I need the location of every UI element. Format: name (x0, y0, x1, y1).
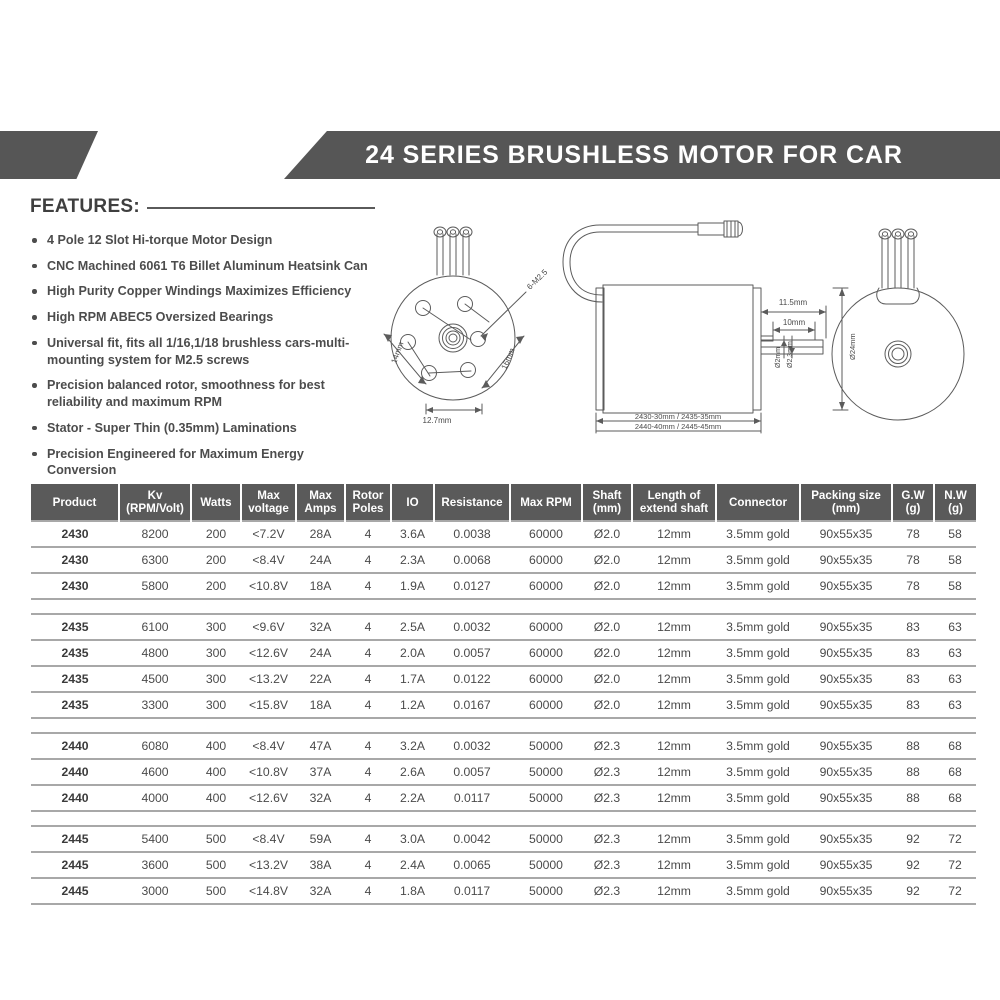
table-header (31, 484, 976, 521)
table-cell: 88 (892, 785, 934, 811)
table-cell: 68 (934, 785, 976, 811)
table-cell: 8200 (119, 521, 191, 547)
table-row (31, 852, 976, 878)
table-row (31, 878, 976, 904)
table-cell: 4 (345, 692, 391, 718)
table-cell: <10.8V (241, 759, 296, 785)
table-row (31, 826, 976, 852)
table-cell: 3.5mm gold (716, 692, 800, 718)
table-cell: 0.0057 (434, 640, 510, 666)
table-cell: 38A (296, 852, 345, 878)
table-row (31, 614, 976, 640)
features-heading-label: FEATURES: (30, 196, 141, 217)
table-cell: 1.7A (391, 666, 434, 692)
table-cell: 90x55x35 (800, 878, 892, 904)
table-cell: 58 (934, 573, 976, 599)
table-cell: 400 (191, 785, 241, 811)
table-cell: 12mm (632, 733, 716, 759)
table-cell: Ø2.0 (582, 614, 632, 640)
product-name-cell: 2430 (31, 547, 119, 573)
front-view-dim-left: 14mm (389, 340, 406, 365)
table-cell: 88 (892, 759, 934, 785)
table-cell: Ø2.3 (582, 759, 632, 785)
table-cell: 3.5mm gold (716, 785, 800, 811)
table-body (31, 521, 976, 904)
table-cell: 12mm (632, 614, 716, 640)
table-cell: 300 (191, 640, 241, 666)
table-cell: 32A (296, 614, 345, 640)
table-cell: <8.4V (241, 733, 296, 759)
table-cell: 90x55x35 (800, 614, 892, 640)
table-cell: 12mm (632, 666, 716, 692)
table-cell: 12mm (632, 826, 716, 852)
table-row (31, 785, 976, 811)
table-cell: 50000 (510, 826, 582, 852)
table-cell: <14.8V (241, 878, 296, 904)
features-heading (30, 196, 375, 218)
table-cell: 4 (345, 785, 391, 811)
column-header: G.W (g) (892, 484, 934, 521)
table-cell: 90x55x35 (800, 547, 892, 573)
table-cell: 0.0117 (434, 785, 510, 811)
side-view-dim-shaft-outer: 11.5mm (778, 298, 808, 307)
table-header-row (31, 484, 976, 521)
table-cell: 12mm (632, 785, 716, 811)
column-header: Rotor Poles (345, 484, 391, 521)
table-cell: 0.0038 (434, 521, 510, 547)
table-cell: 90x55x35 (800, 852, 892, 878)
table-cell: 0.0127 (434, 573, 510, 599)
table-cell: 68 (934, 759, 976, 785)
table-cell: 4 (345, 614, 391, 640)
table-cell: 3.2A (391, 733, 434, 759)
table-cell: 22A (296, 666, 345, 692)
table-cell: 12mm (632, 759, 716, 785)
table-cell: 2.0A (391, 640, 434, 666)
table-cell: 400 (191, 759, 241, 785)
table-cell: 50000 (510, 759, 582, 785)
table-cell: 3300 (119, 692, 191, 718)
group-spacer-row (31, 718, 976, 733)
table-cell: 4 (345, 521, 391, 547)
table-cell: 37A (296, 759, 345, 785)
features-section (30, 196, 375, 488)
table-cell: 0.0057 (434, 759, 510, 785)
column-header: Product (31, 484, 119, 521)
front-view-screw-callout: 6-M2.5 (525, 267, 550, 292)
table-cell: 4800 (119, 640, 191, 666)
table-cell: 63 (934, 614, 976, 640)
table-cell: 12mm (632, 692, 716, 718)
table-cell: 63 (934, 692, 976, 718)
column-header: Kv (RPM/Volt) (119, 484, 191, 521)
column-header: Packing size (mm) (800, 484, 892, 521)
table-cell: 90x55x35 (800, 666, 892, 692)
table-cell: 2.4A (391, 852, 434, 878)
table-cell: <10.8V (241, 573, 296, 599)
table-cell: 5800 (119, 573, 191, 599)
table-cell: 2.2A (391, 785, 434, 811)
table-cell: 2.5A (391, 614, 434, 640)
table-cell: 200 (191, 573, 241, 599)
table-cell: 28A (296, 521, 345, 547)
feature-item: High Purity Copper Windings Maximizes Efficiency (30, 283, 375, 300)
header-banner (0, 131, 1000, 179)
table-cell: 58 (934, 547, 976, 573)
table-cell: 1.2A (391, 692, 434, 718)
table-cell: 300 (191, 692, 241, 718)
product-name-cell: 2445 (31, 826, 119, 852)
table-row (31, 692, 976, 718)
product-name-cell: 2440 (31, 759, 119, 785)
table-cell: 92 (892, 852, 934, 878)
table-cell: 3.5mm gold (716, 614, 800, 640)
table-cell: 72 (934, 852, 976, 878)
table-cell: 4 (345, 573, 391, 599)
table-cell: 3.5mm gold (716, 852, 800, 878)
rear-view-wires (877, 229, 919, 304)
side-view-drawing (563, 221, 848, 433)
table-cell: 63 (934, 640, 976, 666)
page-title: 24 SERIES BRUSHLESS MOTOR FOR CAR (365, 140, 903, 169)
table-cell: <12.6V (241, 785, 296, 811)
column-header: Watts (191, 484, 241, 521)
table-cell: 400 (191, 733, 241, 759)
table-cell: 50000 (510, 785, 582, 811)
column-header: Max Amps (296, 484, 345, 521)
table-cell: 4 (345, 640, 391, 666)
product-name-cell: 2435 (31, 692, 119, 718)
table-cell: 4600 (119, 759, 191, 785)
column-header: Shaft (mm) (582, 484, 632, 521)
table-cell: 0.0042 (434, 826, 510, 852)
drawings-svg (378, 218, 988, 450)
table-cell: 1.8A (391, 878, 434, 904)
table-cell: 90x55x35 (800, 573, 892, 599)
table-row (31, 547, 976, 573)
table-cell: Ø2.0 (582, 666, 632, 692)
table-cell: 60000 (510, 547, 582, 573)
table-cell: 83 (892, 692, 934, 718)
table-cell: 3.5mm gold (716, 640, 800, 666)
product-name-cell: 2435 (31, 666, 119, 692)
table-row (31, 640, 976, 666)
table-cell: 4 (345, 852, 391, 878)
table-cell: 6080 (119, 733, 191, 759)
table-row (31, 733, 976, 759)
feature-item: 4 Pole 12 Slot Hi-torque Motor Design (30, 232, 375, 249)
table-cell: 12mm (632, 852, 716, 878)
table-cell: 6100 (119, 614, 191, 640)
table-cell: 4 (345, 759, 391, 785)
table-cell: <12.6V (241, 640, 296, 666)
table-cell: 90x55x35 (800, 759, 892, 785)
table-cell: 0.0032 (434, 733, 510, 759)
table-cell: 4 (345, 547, 391, 573)
product-name-cell: 2435 (31, 640, 119, 666)
table-cell: 300 (191, 614, 241, 640)
table-cell: 0.0068 (434, 547, 510, 573)
features-heading-rule (147, 207, 375, 209)
rear-view-drawing (832, 229, 964, 420)
table-cell: <13.2V (241, 852, 296, 878)
side-view-can (603, 285, 753, 413)
table-cell: 0.0167 (434, 692, 510, 718)
table-cell: 3.5mm gold (716, 521, 800, 547)
table-cell: <7.2V (241, 521, 296, 547)
table-cell: 18A (296, 573, 345, 599)
side-view-dim-length-2: 2440-40mm / 2445-45mm (634, 422, 722, 431)
table-cell: 24A (296, 547, 345, 573)
column-header: Max voltage (241, 484, 296, 521)
table-cell: 3.5mm gold (716, 759, 800, 785)
table-cell: 59A (296, 826, 345, 852)
front-view-wires (434, 227, 472, 275)
table-cell: <13.2V (241, 666, 296, 692)
table-cell: 500 (191, 826, 241, 852)
column-header: IO (391, 484, 434, 521)
table-cell: Ø2.3 (582, 826, 632, 852)
table-cell: Ø2.3 (582, 785, 632, 811)
product-name-cell: 2445 (31, 878, 119, 904)
specification-table (31, 484, 969, 905)
table-cell: 72 (934, 878, 976, 904)
table-cell: 18A (296, 692, 345, 718)
table-cell: Ø2.3 (582, 733, 632, 759)
table-cell: 1.9A (391, 573, 434, 599)
side-view-dim-shaft-dia-b: Ø2.3mm (787, 341, 794, 368)
column-header: Length of extend shaft (632, 484, 716, 521)
table-cell: 0.0117 (434, 878, 510, 904)
table-cell: <8.4V (241, 826, 296, 852)
table-cell: 90x55x35 (800, 521, 892, 547)
table-cell: 90x55x35 (800, 733, 892, 759)
table-cell: 300 (191, 666, 241, 692)
table-cell: <9.6V (241, 614, 296, 640)
table-cell: 0.0065 (434, 852, 510, 878)
table-cell: 4 (345, 878, 391, 904)
table-cell: 83 (892, 614, 934, 640)
table-cell: 60000 (510, 666, 582, 692)
table-row (31, 666, 976, 692)
table-cell: 12mm (632, 547, 716, 573)
table-cell: 3.5mm gold (716, 573, 800, 599)
table-cell: 4000 (119, 785, 191, 811)
table-cell: 50000 (510, 852, 582, 878)
table-cell: 4 (345, 826, 391, 852)
feature-item: Precision balanced rotor, smoothness for best reliability and maximum RPM (30, 377, 375, 410)
table-cell: 3.5mm gold (716, 733, 800, 759)
table-cell: 12mm (632, 878, 716, 904)
features-list (30, 232, 375, 479)
table-cell: Ø2.0 (582, 547, 632, 573)
table-row (31, 521, 976, 547)
column-header: Max RPM (510, 484, 582, 521)
group-spacer-row (31, 599, 976, 614)
table-cell: 6300 (119, 547, 191, 573)
side-view-dim-length-1: 2430-30mm / 2435-35mm (634, 412, 722, 421)
product-name-cell: 2430 (31, 573, 119, 599)
technical-drawings (378, 218, 988, 450)
table-cell: 4 (345, 733, 391, 759)
table-cell: 500 (191, 852, 241, 878)
table-cell: 60000 (510, 692, 582, 718)
table-cell: 3.5mm gold (716, 666, 800, 692)
table-cell: 47A (296, 733, 345, 759)
feature-item: Universal fit, fits all 1/16,1/18 brushless cars-multi-mounting system for M2.5 screws (30, 335, 375, 368)
table-cell: 32A (296, 785, 345, 811)
table-cell: 4500 (119, 666, 191, 692)
table-cell: 83 (892, 640, 934, 666)
table-cell: 78 (892, 573, 934, 599)
table-cell: 68 (934, 733, 976, 759)
table-cell: 90x55x35 (800, 826, 892, 852)
table-cell: 12mm (632, 521, 716, 547)
table-cell: 3.0A (391, 826, 434, 852)
table-cell: 92 (892, 826, 934, 852)
table-cell: 72 (934, 826, 976, 852)
column-header: N.W (g) (934, 484, 976, 521)
side-view-dim-can-dia: Ø24mm (848, 333, 857, 360)
table-cell: 32A (296, 878, 345, 904)
product-name-cell: 2430 (31, 521, 119, 547)
table-cell: 5400 (119, 826, 191, 852)
front-view-dim-bottom: 12.7mm (422, 416, 452, 425)
table-cell: 92 (892, 878, 934, 904)
table-cell: <15.8V (241, 692, 296, 718)
table-cell: <8.4V (241, 547, 296, 573)
table-cell: 90x55x35 (800, 692, 892, 718)
table-cell: 200 (191, 547, 241, 573)
table-cell: 50000 (510, 733, 582, 759)
table-cell: Ø2.0 (582, 692, 632, 718)
table-cell: 3.5mm gold (716, 547, 800, 573)
table-cell: 200 (191, 521, 241, 547)
feature-item: CNC Machined 6061 T6 Billet Aluminum Heatsink Can (30, 258, 375, 275)
table-cell: 500 (191, 878, 241, 904)
table-cell: 0.0122 (434, 666, 510, 692)
product-name-cell: 2440 (31, 785, 119, 811)
table-cell: 78 (892, 547, 934, 573)
table-cell: 2.3A (391, 547, 434, 573)
column-header: Connector (716, 484, 800, 521)
table-cell: 90x55x35 (800, 785, 892, 811)
feature-item: Precision Engineered for Maximum Energy Conversion (30, 446, 375, 479)
spec-table-element (31, 484, 976, 905)
table-cell: 50000 (510, 878, 582, 904)
table-cell: 88 (892, 733, 934, 759)
column-header: Resistance (434, 484, 510, 521)
table-cell: 90x55x35 (800, 640, 892, 666)
table-cell: 0.0032 (434, 614, 510, 640)
table-cell: 3.5mm gold (716, 826, 800, 852)
feature-item: High RPM ABEC5 Oversized Bearings (30, 309, 375, 326)
table-cell: 60000 (510, 640, 582, 666)
table-cell: 78 (892, 521, 934, 547)
table-cell: 60000 (510, 521, 582, 547)
table-cell: Ø2.0 (582, 521, 632, 547)
table-cell: 3.6A (391, 521, 434, 547)
table-cell: 12mm (632, 640, 716, 666)
front-view-drawing (384, 227, 526, 414)
table-cell: 83 (892, 666, 934, 692)
table-row (31, 573, 976, 599)
table-cell: 4 (345, 666, 391, 692)
table-cell: Ø2.3 (582, 852, 632, 878)
table-cell: 3600 (119, 852, 191, 878)
table-cell: Ø2.0 (582, 640, 632, 666)
product-name-cell: 2445 (31, 852, 119, 878)
table-cell: 60000 (510, 573, 582, 599)
product-name-cell: 2435 (31, 614, 119, 640)
table-cell: 12mm (632, 573, 716, 599)
table-row (31, 759, 976, 785)
banner-left-shape (0, 131, 98, 179)
side-view-dim-shaft-inner: 10mm (782, 318, 806, 327)
front-view-body (391, 276, 515, 400)
feature-item: Stator - Super Thin (0.35mm) Laminations (30, 420, 375, 437)
table-cell: 3000 (119, 878, 191, 904)
table-cell: 63 (934, 666, 976, 692)
table-cell: 58 (934, 521, 976, 547)
table-cell: 60000 (510, 614, 582, 640)
table-cell: Ø2.0 (582, 573, 632, 599)
group-spacer-row (31, 811, 976, 826)
product-name-cell: 2440 (31, 733, 119, 759)
side-view-dim-shaft-dia-a: Ø2mm (775, 347, 782, 368)
front-view-dim-right: 16mm (499, 346, 517, 371)
table-cell: 3.5mm gold (716, 878, 800, 904)
table-cell: Ø2.3 (582, 878, 632, 904)
table-cell: 2.6A (391, 759, 434, 785)
table-cell: 24A (296, 640, 345, 666)
